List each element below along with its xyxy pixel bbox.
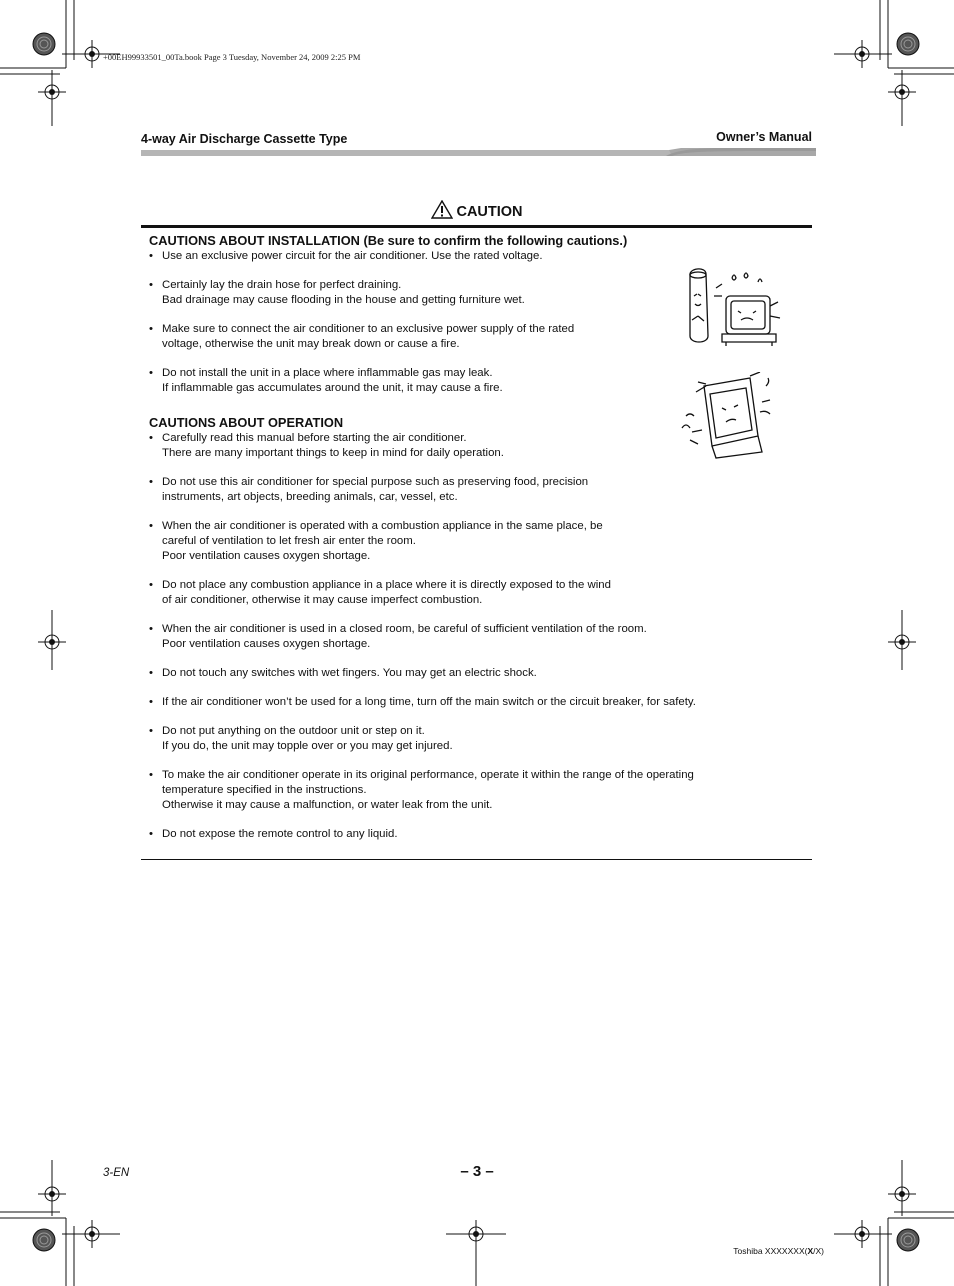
page-code: 3-EN [103, 1167, 130, 1179]
registration-mark-icon [848, 1220, 876, 1248]
installation-item-line: If inflammable gas accumulates around the unit, it may cause a fire. [162, 382, 503, 394]
color-target-icon [33, 1229, 55, 1251]
installation-heading: CAUTIONS ABOUT INSTALLATION (Be sure to confirm the following cautions.) [149, 233, 628, 248]
color-target-icon [897, 33, 919, 55]
registration-mark-icon [888, 628, 916, 656]
operation-item-line: of air conditioner, otherwise it may cause imperfect combustion. [162, 594, 483, 606]
operation-item-line: instruments, art objects, breeding animals, car, vessel, etc. [162, 491, 458, 503]
operation-item-line: • Carefully read this manual before starting the air conditioner. [162, 432, 467, 444]
registration-mark-icon [888, 78, 916, 106]
operation-item-line: Otherwise it may cause a malfunction, or water leak from the unit. [162, 799, 493, 811]
operation-heading: CAUTIONS ABOUT OPERATION [149, 415, 344, 430]
operation-item-line: Poor ventilation causes oxygen shortage. [162, 550, 371, 562]
registration-mark-icon [462, 1220, 490, 1248]
installation-item-line: voltage, otherwise the unit may break down or cause a fire. [162, 338, 460, 350]
operation-item-line: There are many important things to keep in mind for daily operation. [162, 447, 504, 459]
operation-item-line: temperature specified in the instructions. [162, 784, 367, 796]
operation-item-line: • Do not put anything on the outdoor unit or step on it. [162, 725, 425, 737]
operation-item-line: • If the air conditioner won’t be used for a long time, turn off the main switch or the circuit breaker, for safety. [162, 696, 696, 708]
operation-item-line: • When the air conditioner is operated with a combustion appliance in the same place, be [162, 520, 603, 532]
registration-mark-icon [888, 1180, 916, 1208]
registration-mark-icon [38, 78, 66, 106]
registration-mark-icon [848, 40, 876, 68]
installation-item-line: Bad drainage may cause flooding in the house and getting furniture wet. [162, 294, 525, 306]
operation-item-line: • When the air conditioner is used in a closed room, be careful of sufficient ventilation of the room. [162, 623, 647, 635]
color-target-icon [897, 1229, 919, 1251]
operation-item-line: • Do not use this air conditioner for special purpose such as preserving food, precision [162, 476, 589, 488]
header-manual-title: Owner’s Manual [716, 130, 812, 144]
operation-item-line: • Do not touch any switches with wet fingers. You may get an electric shock. [162, 667, 537, 679]
installation-item-line: • Certainly lay the drain hose for perfect draining. [162, 279, 402, 291]
operation-item-line: • Do not expose the remote control to any liquid. [162, 828, 398, 840]
registration-mark-icon [38, 628, 66, 656]
color-target-icon [33, 33, 55, 55]
operation-item-line: If you do, the unit may topple over or you may get injured. [162, 740, 453, 752]
document-reference: Toshiba XXXXXXX(X/X) [733, 1246, 824, 1256]
registration-mark-icon [38, 1180, 66, 1208]
caution-title-text: CAUTION [456, 204, 523, 220]
registration-mark-icon [78, 1220, 106, 1248]
registration-mark-icon [78, 40, 106, 68]
header-product-type: 4-way Air Discharge Cassette Type [141, 132, 348, 146]
operation-item-line: • To make the air conditioner operate in its original performance, operate it within the range of the operating [162, 769, 694, 781]
printer-info-line: +00EH99933501_00Ta.book Page 3 Tuesday, November 24, 2009 2:25 PM [103, 52, 361, 62]
operation-item-line: Poor ventilation causes oxygen shortage. [162, 638, 371, 650]
operation-item-line: careful of ventilation to let fresh air enter the room. [162, 535, 416, 547]
installation-item-line: • Do not install the unit in a place where inflammable gas may leak. [162, 367, 493, 379]
page-number: – 3 – [460, 1163, 494, 1180]
installation-item-line: • Make sure to connect the air conditioner to an exclusive power supply of the rated [162, 323, 575, 335]
installation-item-line: • Use an exclusive power circuit for the air conditioner. Use the rated voltage. [162, 250, 543, 262]
operation-item-line: • Do not place any combustion appliance in a place where it is directly exposed to the wind [162, 579, 611, 591]
